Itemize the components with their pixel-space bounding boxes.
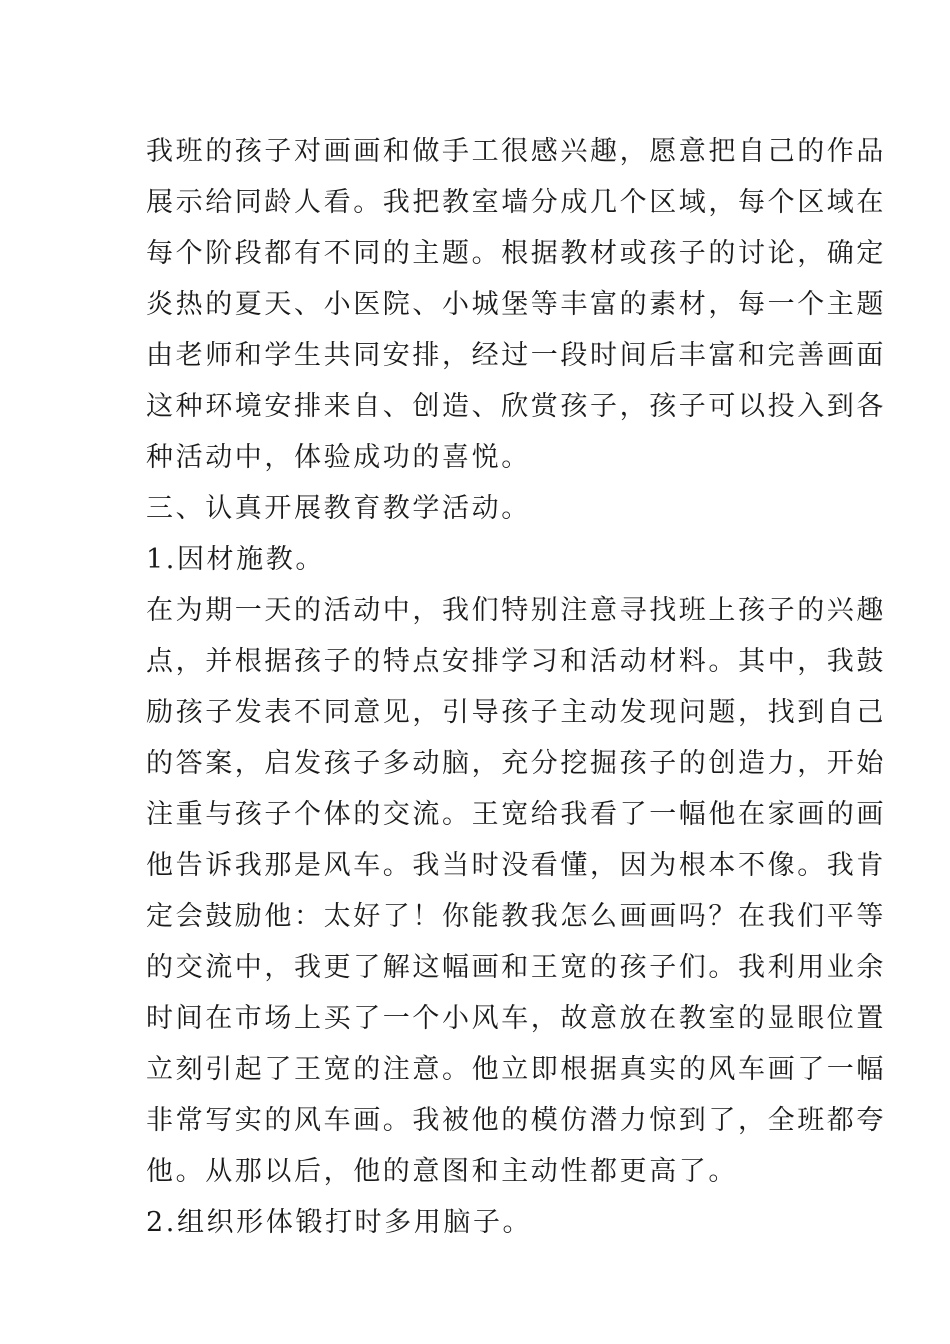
text-line: 每个阶段都有不同的主题。根据教材或孩子的讨论，确定 [146, 238, 886, 269]
text-line: 种活动中，体验成功的喜悦。 [146, 442, 531, 473]
section-heading: 三、认真开展教育教学活动。 [146, 493, 531, 524]
text-line: 展示给同龄人看。我把教室墙分成几个区域，每个区域在 [146, 187, 886, 218]
text-line: 我班的孩子对画画和做手工很感兴趣，愿意把自己的作品 [146, 136, 886, 167]
subsection-heading: 2.组织形体锻打时多用脑子。 [146, 1207, 533, 1238]
text-line: 他。从那以后，他的意图和主动性都更高了。 [146, 1156, 738, 1187]
text-line: 时间在市场上买了一个小风车，故意放在教室的显眼位置 [146, 1003, 886, 1034]
text-line: 的答案，启发孩子多动脑，充分挖掘孩子的创造力，开始 [146, 748, 886, 779]
body-text [146, 126, 886, 1248]
text-line: 定会鼓励他：太好了！你能教我怎么画画吗？在我们平等 [146, 901, 886, 932]
text-line: 非常写实的风车画。我被他的模仿潜力惊到了，全班都夸 [146, 1105, 886, 1136]
text-line: 点，并根据孩子的特点安排学习和活动材料。其中，我鼓 [146, 646, 886, 677]
text-line: 的交流中，我更了解这幅画和王宽的孩子们。我利用业余 [146, 952, 886, 983]
text-line: 炎热的夏天、小医院、小城堡等丰富的素材，每一个主题 [146, 289, 886, 320]
text-line: 由老师和学生共同安排，经过一段时间后丰富和完善画面 [146, 340, 886, 371]
text-line: 立刻引起了王宽的注意。他立即根据真实的风车画了一幅 [146, 1054, 886, 1085]
subsection-heading: 1.因材施教。 [146, 544, 325, 575]
text-line: 在为期一天的活动中，我们特别注意寻找班上孩子的兴趣 [146, 595, 886, 626]
text-line: 励孩子发表不同意见，引导孩子主动发现问题，找到自己 [146, 697, 886, 728]
text-line: 注重与孩子个体的交流。王宽给我看了一幅他在家画的画 [146, 799, 886, 830]
text-line: 这种环境安排来自、创造、欣赏孩子，孩子可以投入到各 [146, 391, 886, 422]
text-line: 他告诉我那是风车。我当时没看懂，因为根本不像。我肯 [146, 850, 886, 881]
